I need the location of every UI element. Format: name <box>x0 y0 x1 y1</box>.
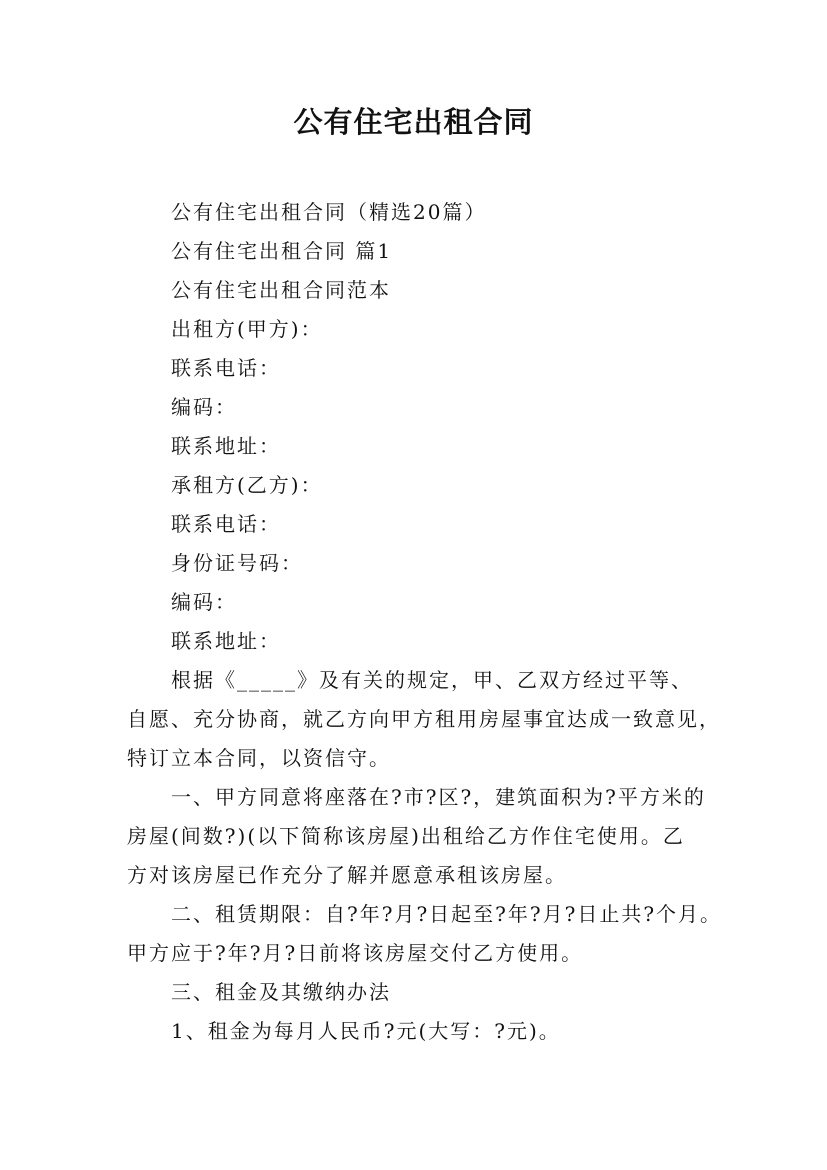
lessee-id-number-label: 身份证号码： <box>171 551 303 575</box>
subtitle-line: 公有住宅出租合同（精选20篇） <box>171 200 487 224</box>
paragraph-line: 根据《_____》及有关的规定，甲、乙双方经过平等、 <box>171 668 693 692</box>
clause-2-paragraph <box>127 895 723 973</box>
clause-3-heading: 三、租金及其缴纳办法 <box>171 980 391 1004</box>
lessee-address-label: 联系地址： <box>171 629 281 653</box>
document-title: 公有住宅出租合同 <box>293 105 534 139</box>
clause-1-paragraph <box>127 778 717 895</box>
lessee-postcode-label: 编码： <box>171 590 237 614</box>
lessee-label: 承租方(乙方)： <box>171 473 323 497</box>
lessor-postcode-label: 编码： <box>171 395 237 419</box>
clause-3-item-1: 1、租金为每月人民币?元(大写：?元)。 <box>171 1019 561 1043</box>
preamble-paragraph <box>127 661 721 778</box>
lessor-address-label: 联系地址： <box>171 434 281 458</box>
lessee-phone-label: 联系电话： <box>171 512 281 536</box>
paragraph-line: 特订立本合同，以资信守。 <box>127 746 391 770</box>
paragraph-line: 二、租赁期限：自?年?月?日起至?年?月?日止共?个月。 <box>171 902 723 926</box>
section-heading: 公有住宅出租合同 篇1 <box>171 239 393 263</box>
lessor-label: 出租方(甲方)： <box>171 317 323 341</box>
template-heading: 公有住宅出租合同范本 <box>171 278 391 302</box>
paragraph-line: 甲方应于?年?月?日前将该房屋交付乙方使用。 <box>127 941 584 965</box>
lessor-phone-label: 联系电话： <box>171 356 281 380</box>
paragraph-line: 一、甲方同意将座落在?市?区?，建筑面积为?平方米的 <box>171 785 706 809</box>
paragraph-line: 方对该房屋已作充分了解并愿意承租该房屋。 <box>127 863 567 887</box>
paragraph-line: 房屋(间数?)(以下简称该房屋)出租给乙方作住宅使用。乙 <box>127 824 685 848</box>
document-body <box>127 193 723 1051</box>
paragraph-line: 自愿、充分协商，就乙方向甲方租用房屋事宜达成一致意见， <box>127 707 721 731</box>
